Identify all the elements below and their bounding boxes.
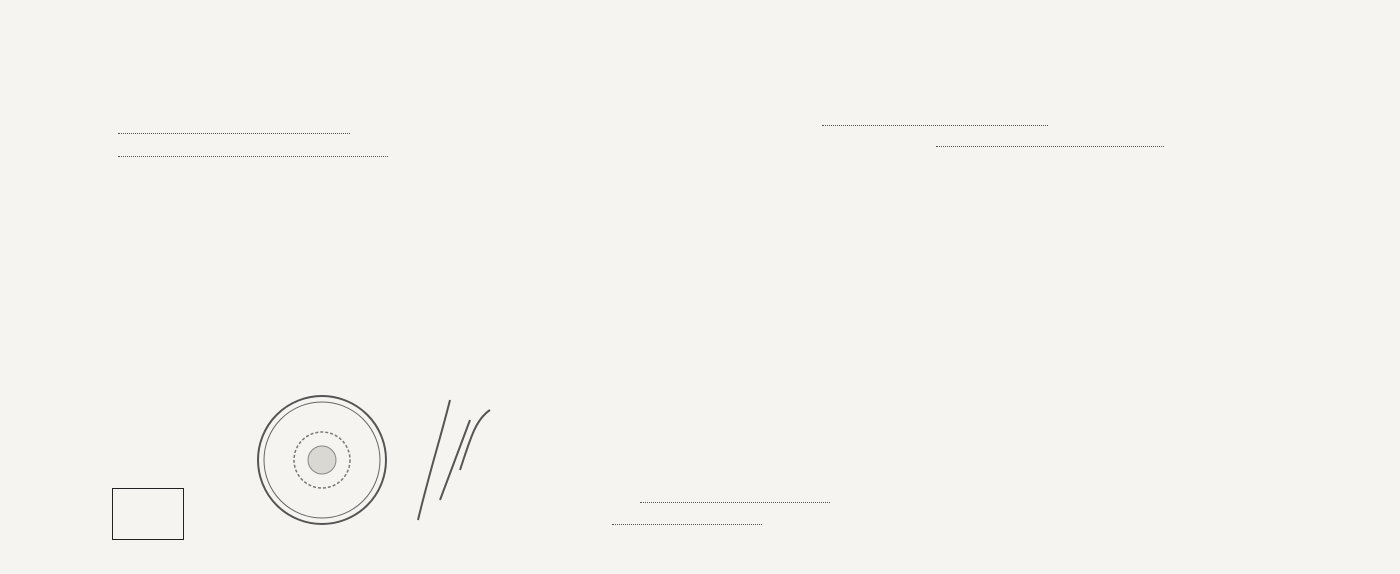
seal-box: [112, 488, 184, 540]
scribble-mark: [418, 400, 490, 520]
signature-line: [640, 492, 830, 507]
head-signature-line: [612, 514, 762, 529]
stamp-seal: [258, 396, 386, 524]
